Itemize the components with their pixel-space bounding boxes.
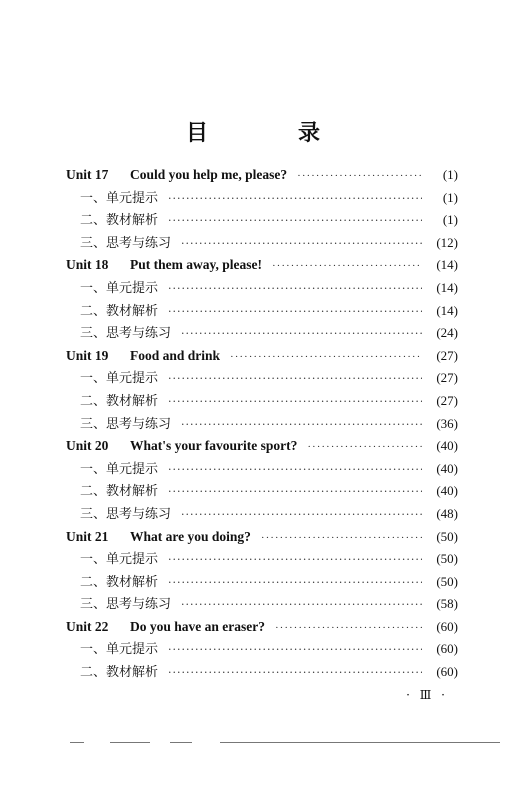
- dot-leader: [168, 188, 422, 211]
- toc-section-entry: [66, 300, 458, 323]
- scan-artifact-line: [70, 742, 500, 745]
- section-title: 一、单元提示: [80, 190, 159, 206]
- section-title: 二、教材解析: [80, 303, 159, 319]
- page-reference: (12): [436, 234, 458, 250]
- toc-section-entry: [66, 548, 458, 571]
- toc-section-entry: [66, 458, 458, 481]
- dot-leader: [272, 255, 422, 278]
- toc-section-entry: [66, 187, 458, 210]
- dot-leader: [168, 639, 422, 662]
- toc-section-entry: [66, 661, 458, 684]
- toc-section-entry: [66, 593, 458, 616]
- dot-leader: [168, 549, 422, 572]
- page-reference: (58): [436, 596, 458, 612]
- toc-section-entry: [66, 209, 458, 232]
- page-reference: (36): [436, 415, 458, 431]
- page-reference: (40): [436, 460, 458, 476]
- toc-section-entry: [66, 277, 458, 300]
- page-reference: (24): [436, 325, 458, 341]
- page-reference: (27): [436, 347, 458, 363]
- toc-section-entry: [66, 480, 458, 503]
- dot-leader: [168, 278, 422, 301]
- unit-title: What's your favourite sport?: [130, 438, 298, 454]
- dot-leader: [168, 301, 422, 324]
- unit-title: Could you help me, please?: [130, 167, 288, 182]
- section-title: 一、单元提示: [80, 642, 159, 658]
- unit-title: Food and drink: [130, 347, 221, 363]
- toc-section-entry: [66, 367, 458, 390]
- dot-leader: [181, 414, 422, 437]
- page-reference: (14): [436, 279, 458, 295]
- section-title: 二、教材解析: [80, 213, 159, 229]
- toc-unit-entry: [66, 254, 458, 277]
- dot-leader: [297, 165, 422, 188]
- section-title: 二、教材解析: [80, 484, 159, 500]
- page-reference: (48): [436, 505, 458, 521]
- page-reference: (27): [436, 392, 458, 408]
- page-reference: (60): [436, 664, 458, 680]
- section-title: 三、思考与练习: [80, 506, 172, 522]
- section-title: 二、教材解析: [80, 393, 159, 409]
- page-reference: (1): [442, 212, 458, 228]
- dot-leader: [181, 323, 422, 346]
- toc-section-entry: [66, 322, 458, 345]
- toc-unit-entry: [66, 435, 458, 458]
- page-reference: (1): [442, 189, 458, 205]
- toc-section-entry: [66, 232, 458, 255]
- unit-number: Unit 18: [66, 257, 109, 273]
- page-reference: (60): [436, 618, 458, 634]
- page-reference: (40): [436, 438, 458, 454]
- toc-section-entry: [66, 390, 458, 413]
- unit-title: Do you have an eraser?: [130, 618, 265, 634]
- table-of-contents: [66, 164, 458, 684]
- page-reference: (40): [436, 483, 458, 499]
- toc-section-entry: [66, 503, 458, 526]
- section-title: 三、思考与练习: [80, 416, 172, 432]
- dot-leader: [230, 346, 422, 369]
- section-title: 一、单元提示: [80, 461, 159, 477]
- toc-section-entry: [66, 571, 458, 594]
- unit-number: Unit 20: [66, 438, 109, 454]
- page-number: · Ⅲ ·: [406, 688, 448, 702]
- dot-leader: [168, 662, 422, 685]
- unit-number: Unit 21: [66, 528, 109, 544]
- dot-leader: [261, 527, 422, 550]
- page-reference: (60): [436, 641, 458, 657]
- page-reference: (50): [436, 573, 458, 589]
- page-reference: (50): [436, 528, 458, 544]
- toc-section-entry: [66, 413, 458, 436]
- dot-leader: [275, 617, 422, 640]
- unit-number: Unit 19: [66, 347, 109, 363]
- section-title: 一、单元提示: [80, 552, 159, 568]
- unit-title: What are you doing?: [130, 528, 251, 544]
- dot-leader: [307, 436, 422, 459]
- dot-leader: [168, 210, 422, 233]
- unit-number: Unit 22: [66, 618, 109, 634]
- page-reference: (14): [436, 257, 458, 273]
- dot-leader: [181, 233, 422, 256]
- page-title: 目 录: [185, 121, 354, 146]
- page-reference: (27): [436, 370, 458, 386]
- dot-leader: [168, 368, 422, 391]
- dot-leader: [168, 481, 422, 504]
- toc-unit-entry: [66, 345, 458, 368]
- page-reference: (1): [442, 167, 458, 182]
- section-title: 二、教材解析: [80, 665, 159, 681]
- dot-leader: [181, 504, 422, 527]
- unit-number: Unit 17: [66, 167, 109, 182]
- section-title: 一、单元提示: [80, 371, 159, 387]
- toc-unit-entry: [66, 526, 458, 549]
- section-title: 三、思考与练习: [80, 235, 172, 251]
- section-title: 一、单元提示: [80, 280, 159, 296]
- section-title: 二、教材解析: [80, 574, 159, 590]
- page-reference: (50): [436, 551, 458, 567]
- toc-unit-entry: [66, 616, 458, 639]
- unit-title: Put them away, please!: [130, 257, 262, 273]
- toc-unit-entry: [66, 164, 458, 187]
- dot-leader: [168, 459, 422, 482]
- dot-leader: [168, 391, 422, 414]
- dot-leader: [168, 572, 422, 595]
- dot-leader: [181, 594, 422, 617]
- section-title: 三、思考与练习: [80, 326, 172, 342]
- section-title: 三、思考与练习: [80, 597, 172, 613]
- page-reference: (14): [436, 302, 458, 318]
- toc-section-entry: [66, 638, 458, 661]
